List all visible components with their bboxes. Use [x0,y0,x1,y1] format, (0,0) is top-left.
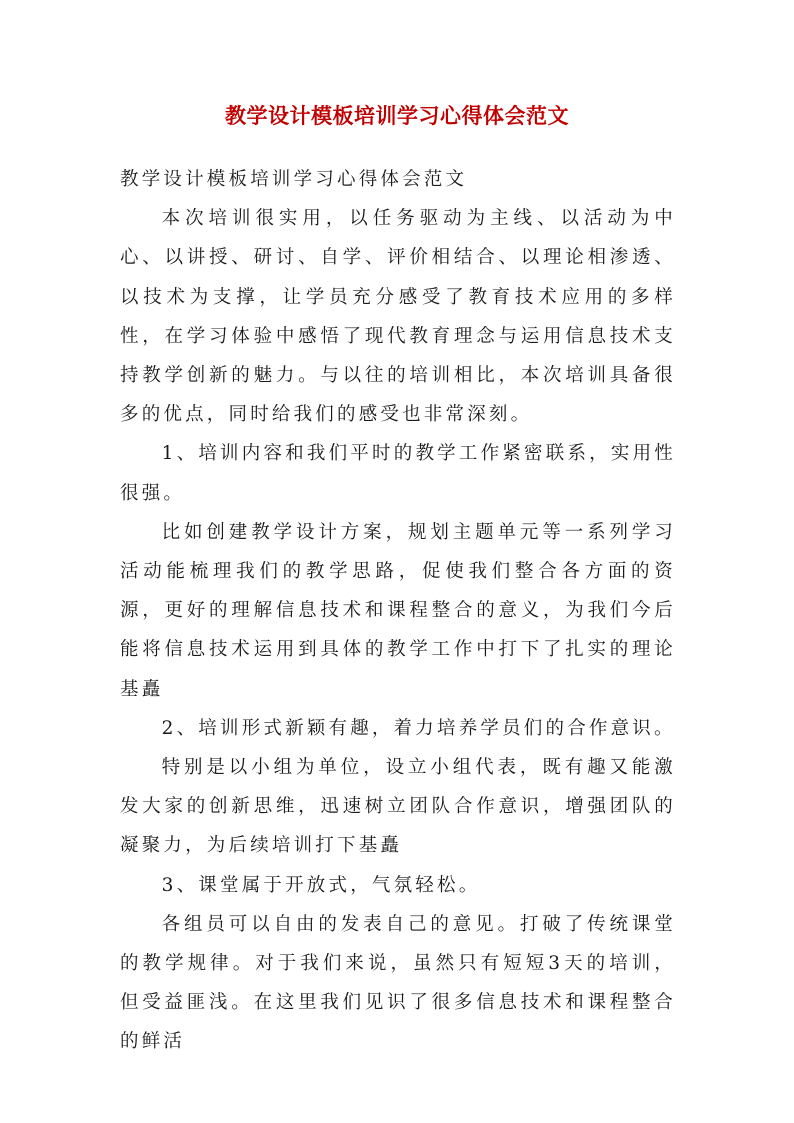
document-body [120,160,676,1062]
paragraph-point-1-detail: 比如创建教学设计方案，规划主题单元等一系列学习活动能梳理我们的教学思路，促使我们整合各方面的资源，更好的理解信息技术和课程整合的意义，为我们今后能将信息技术运用到具体的教学工作中打下了扎实的理论基矗 [120,521,676,700]
document-title: 教学设计模板培训学习心得体会范文 [225,103,569,128]
paragraph-point-3: 3、课堂属于开放式，气氛轻松。 [161,874,481,896]
paragraph-point-2: 2、培训形式新颖有趣，着力培养学员们的合作意识。 [161,717,676,739]
paragraph-point-1: 1、培训内容和我们平时的教学工作紧密联系，实用性很强。 [120,443,676,504]
paragraph-point-3-detail: 各组员可以自由的发表自己的意见。打破了传统课堂的教学规律。对于我们来说，虽然只有短短3天的培训，但受益匪浅。在这里我们见识了很多信息技术和课程整合的鲜活 [120,913,676,1053]
body-heading: 教学设计模板培训学习心得体会范文 [120,169,468,190]
paragraph-point-2-detail: 特别是以小组为单位，设立小组代表，既有趣又能激发大家的创新思维，迅速树立团队合作意识，增强团队的凝聚力，为后续培训打下基矗 [120,757,676,857]
paragraph-intro: 本次培训很实用，以任务驱动为主线、以活动为中心、以讲授、研讨、自学、评价相结合、以理论相渗透、以技术为支撑，让学员充分感受了教育技术应用的多样性，在学习体验中感悟了现代教育理念与运用信息技术支持教学创新的魅力。与以往的培训相比，本次培训具备很多的优点，同时给我们的感受也非常深刻。 [120,208,676,426]
